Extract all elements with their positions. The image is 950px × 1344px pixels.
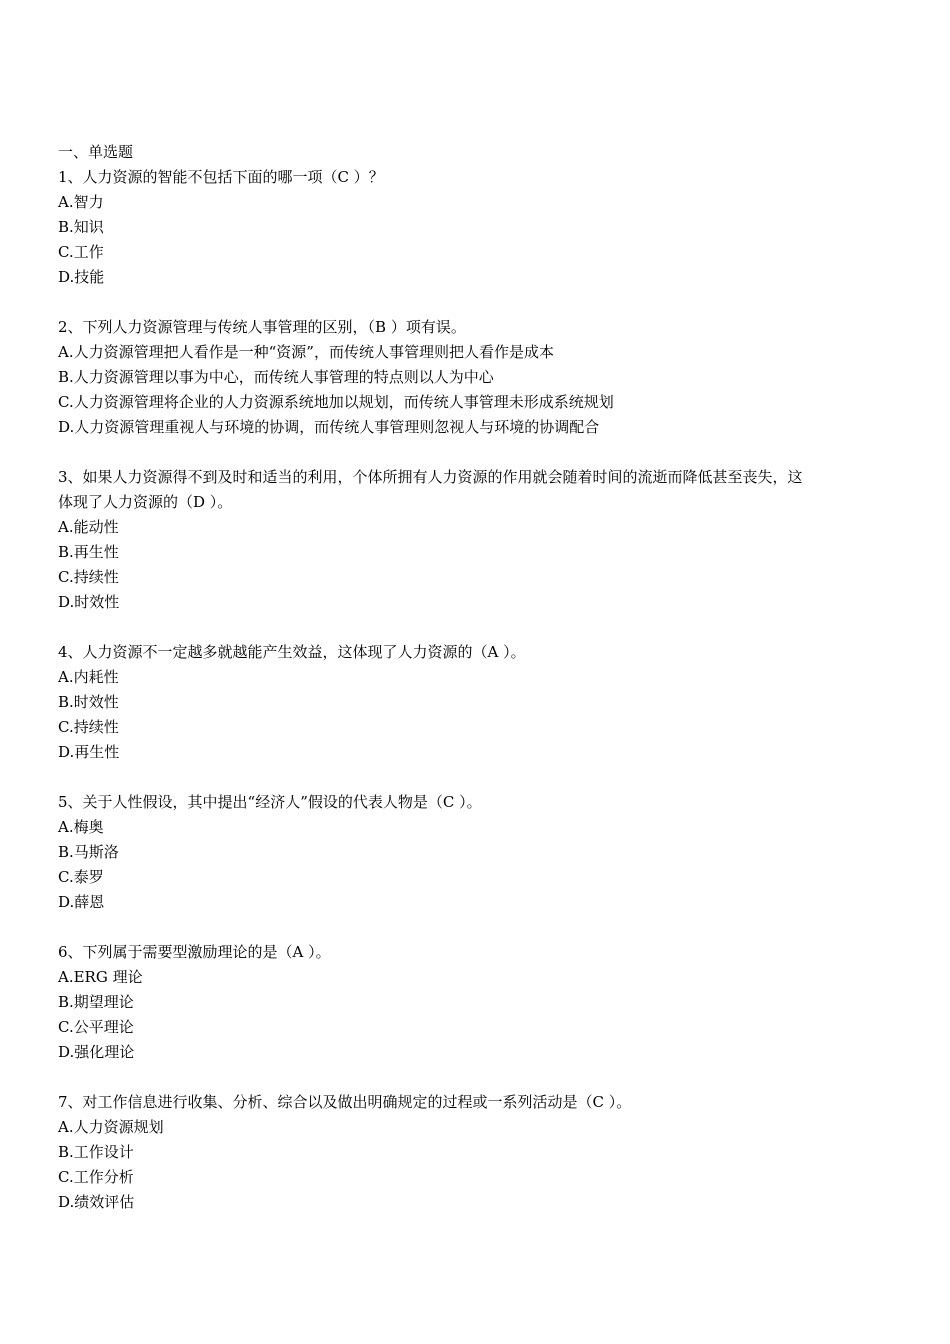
option-b: B.时效性 (58, 693, 119, 711)
document-page (58, 140, 898, 1215)
option-d: D.技能 (58, 268, 105, 286)
option-a: A.人力资源管理把人看作是一种“资源”，而传统人事管理则把人看作是成本 (58, 343, 554, 361)
option-c: C.持续性 (58, 718, 119, 736)
question-stem: 6、下列属于需要型激励理论的是（A ）。 (58, 943, 331, 961)
question-1 (58, 165, 898, 290)
option-d: D.绩效评估 (58, 1193, 135, 1211)
question-stem: 1、人力资源的智能不包括下面的哪一项（C ）？ (58, 168, 384, 186)
option-c: C.泰罗 (58, 868, 104, 886)
option-b: B.再生性 (58, 543, 119, 561)
option-a: A.ERG 理论 (58, 968, 143, 986)
option-b: B.工作设计 (58, 1143, 134, 1161)
option-d: D.人力资源管理重视人与环境的协调，而传统人事管理则忽视人与环境的协调配合 (58, 418, 600, 436)
option-c: C.工作分析 (58, 1168, 134, 1186)
question-7 (58, 1090, 898, 1215)
question-stem: 4、人力资源不一定越多就越能产生效益，这体现了人力资源的（A ）。 (58, 643, 526, 661)
question-2 (58, 315, 898, 440)
question-stem-continued: 体现了人力资源的（D ）。 (58, 493, 233, 511)
option-d: D.时效性 (58, 593, 120, 611)
option-b: B.期望理论 (58, 993, 134, 1011)
option-b: B.知识 (58, 218, 104, 236)
question-stem: 3、如果人力资源得不到及时和适当的利用，个体所拥有人力资源的作用就会随着时间的流逝而降低甚至丧失，这 (58, 468, 803, 486)
question-stem: 5、关于人性假设，其中提出“经济人”假设的代表人物是（C ）。 (58, 793, 482, 811)
question-5 (58, 790, 898, 915)
question-stem: 7、对工作信息进行收集、分析、综合以及做出明确规定的过程或一系列活动是（C ）。 (58, 1093, 632, 1111)
option-a: A.智力 (58, 193, 104, 211)
option-c: C.持续性 (58, 568, 119, 586)
option-d: D.强化理论 (58, 1043, 135, 1061)
option-b: B.马斯洛 (58, 843, 119, 861)
option-c: C.工作 (58, 243, 104, 261)
option-a: A.内耗性 (58, 668, 119, 686)
option-c: C.人力资源管理将企业的人力资源系统地加以规划，而传统人事管理未形成系统规划 (58, 393, 614, 411)
section-title: 一、单选题 (58, 143, 134, 161)
option-a: A.人力资源规划 (58, 1118, 164, 1136)
option-b: B.人力资源管理以事为中心，而传统人事管理的特点则以人为中心 (58, 368, 494, 386)
question-4 (58, 640, 898, 765)
option-d: D.薛恩 (58, 893, 105, 911)
question-3 (58, 465, 898, 615)
question-6 (58, 940, 898, 1065)
option-a: A.梅奥 (58, 818, 104, 836)
option-c: C.公平理论 (58, 1018, 134, 1036)
option-a: A.能动性 (58, 518, 119, 536)
question-stem: 2、下列人力资源管理与传统人事管理的区别，（B ）项有误。 (58, 318, 466, 336)
option-d: D.再生性 (58, 743, 120, 761)
